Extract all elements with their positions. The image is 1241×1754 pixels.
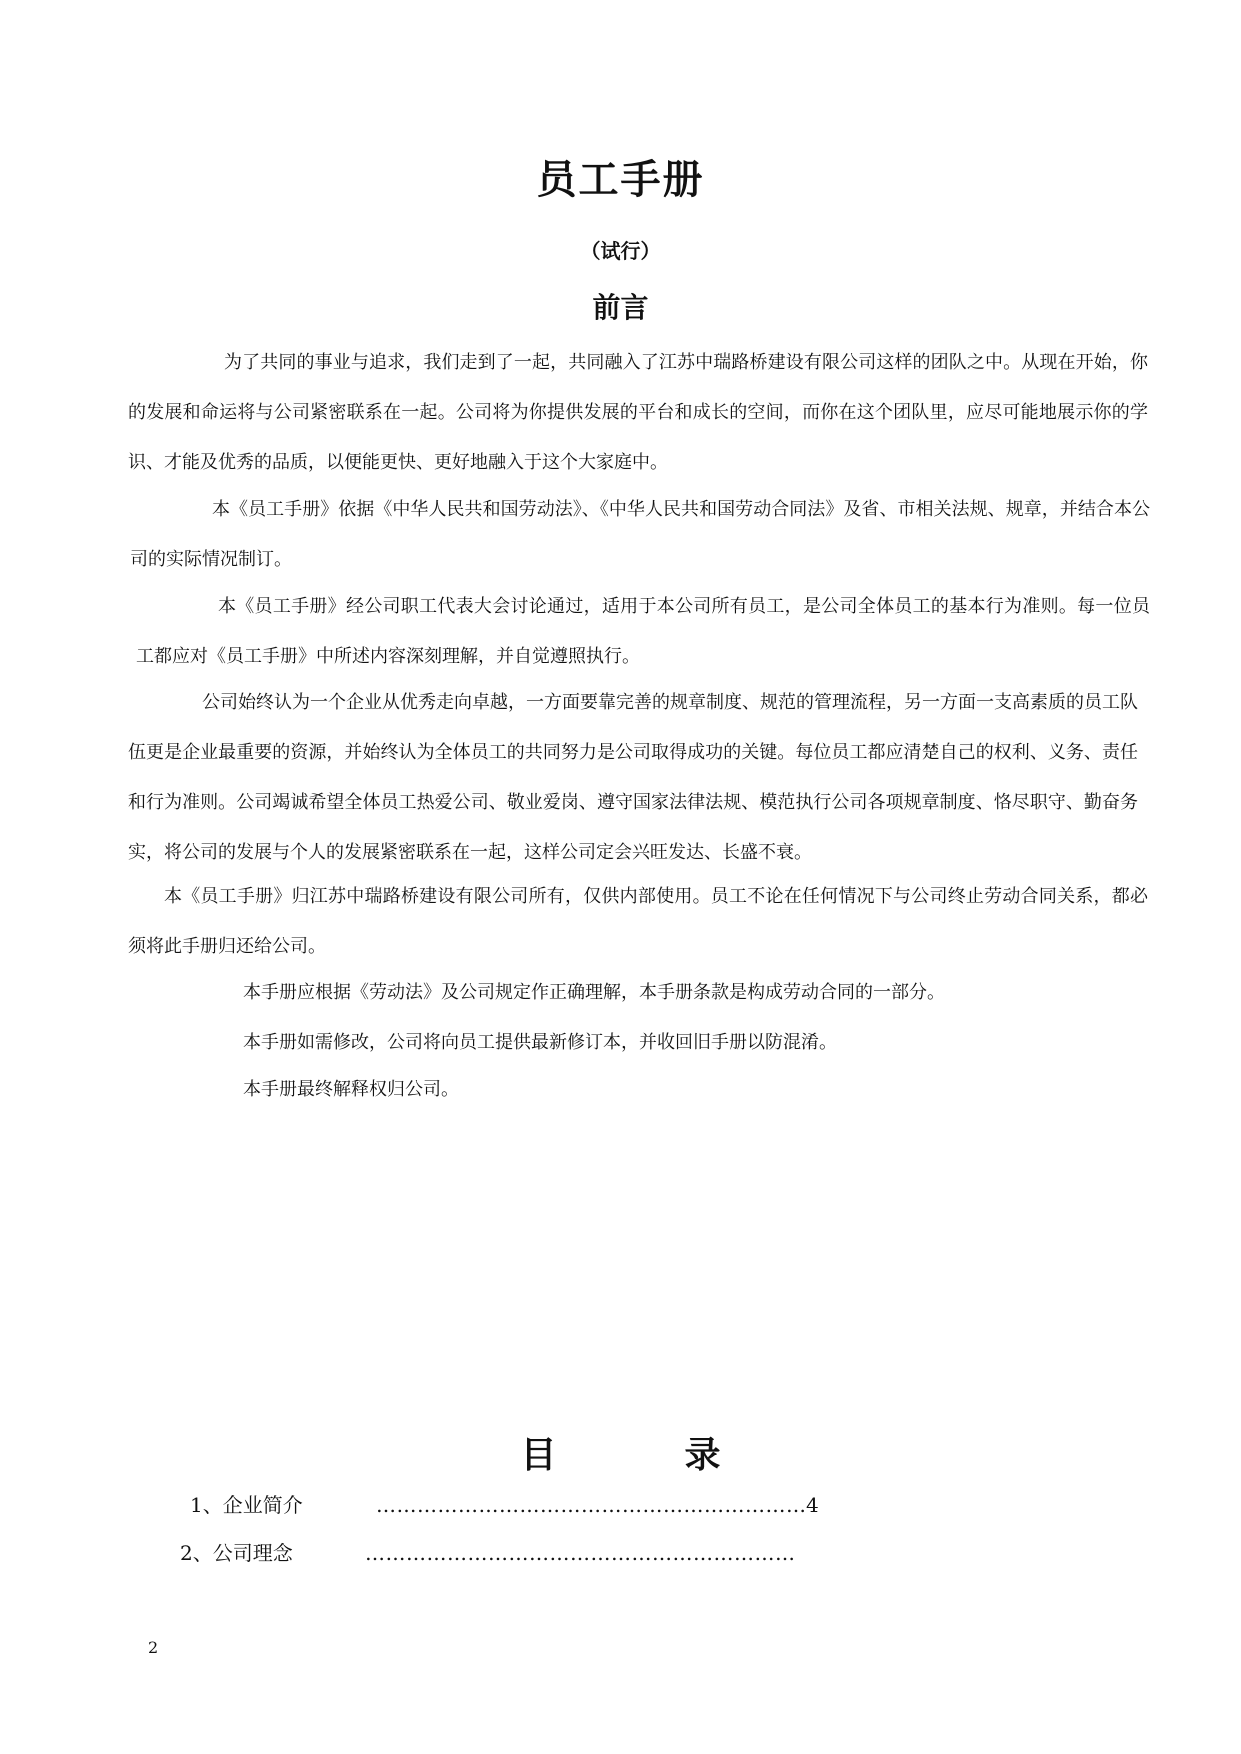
page-number: 2	[148, 1638, 159, 1657]
toc-item-page-number: 4	[806, 1493, 819, 1517]
toc-leader-dots: ………………………………………………………	[376, 1493, 806, 1517]
preface-paragraph-6: 本手册应根据《劳动法》及公司规定作正确理解，本手册条款是构成劳动合同的一部分。	[243, 982, 945, 1003]
document-title: 员工手册	[536, 156, 705, 203]
preface-paragraph-2: 本《员工手册》依据《中华人民共和国劳动法》、《中华人民共和国劳动合同法》及省、市相关法规、规章，并结合本公司的实际情况制订。	[130, 499, 1150, 570]
preface-paragraph-5: 本《员工手册》归江苏中瑞路桥建设有限公司所有，仅供内部使用。员工不论在任何情况下与公司终止劳动合同关系，都必须将此手册归还给公司。	[128, 886, 1148, 957]
toc-title-left: 目	[520, 1434, 557, 1476]
document-subtitle: （试行）	[580, 239, 661, 263]
preface-heading: 前言	[592, 291, 649, 324]
toc-title-right: 录	[684, 1434, 721, 1476]
toc-title	[0, 1430, 1241, 1480]
toc-item-company-intro[interactable]	[190, 1487, 303, 1523]
toc-leader-dots: ………………………………………………………	[365, 1541, 796, 1565]
preface-paragraph-3: 本《员工手册》经公司职工代表大会讨论通过，适用于本公司所有员工，是公司全体员工的基本行为准则。每一位员工都应对《员工手册》中所述内容深刻理解，并自觉遵照执行。	[136, 596, 1150, 667]
preface-paragraph-4: 公司始终认为一个企业从优秀走向卓越，一方面要靠完善的规章制度、规范的管理流程，另一方面一支高素质的员工队伍更是企业最重要的资源，并始终认为全体员工的共同努力是公司取得成功的关键。每位员工都应清楚自己的权利、义务、责任和行为准则。公司竭诚希望全体员工热爱公司、敬业爱岗、遵守国家法律法规、模范执行公司各项规章制度、恪尽职守、勤奋务实，将公司的发展与个人的发展紧密联系在一起，这样公司定会兴旺发达、长盛不衰。	[128, 692, 1138, 863]
preface-paragraph-7: 本手册如需修改，公司将向员工提供最新修订本，并收回旧手册以防混淆。	[243, 1032, 837, 1053]
toc-item-label: 1、企业简介	[190, 1493, 303, 1517]
toc-item-company-philosophy[interactable]	[180, 1535, 293, 1571]
preface-paragraph-8: 本手册最终解释权归公司。	[243, 1079, 459, 1100]
toc-item-label: 2、公司理念	[180, 1541, 293, 1565]
preface-paragraph-1: 为了共同的事业与追求，我们走到了一起，共同融入了江苏中瑞路桥建设有限公司这样的团队之中。从现在开始，你的发展和命运将与公司紧密联系在一起。公司将为你提供发展的平台和成长的空间，而你在这个团队里，应尽可能地展示你的学识、才能及优秀的品质，以便能更快、更好地融入于这个大家庭中。	[128, 352, 1148, 473]
